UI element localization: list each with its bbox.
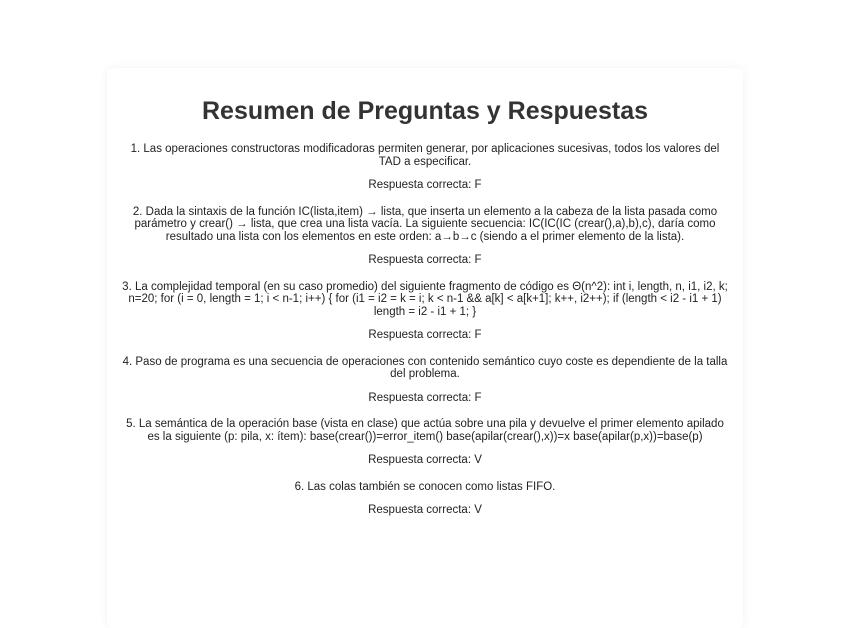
question-text: 4. Paso de programa es una secuencia de operaciones con contenido semántico cuyo coste es dependiente de la talla del problema.	[122, 355, 728, 380]
qa-item-5	[121, 418, 729, 467]
answer-text: Respuesta correcta: F	[368, 179, 482, 191]
question-text: 1. Las operaciones constructoras modificadoras permiten generar, por aplicaciones sucesivas, todos los valores del TAD a especificar.	[130, 143, 720, 168]
qa-item-3	[121, 281, 729, 342]
answer-text: Respuesta correcta: F	[368, 254, 482, 266]
answer-text: Respuesta correcta: F	[368, 391, 482, 404]
question-text: 6. Las colas también se conocen como listas FIFO.	[294, 480, 556, 493]
page-title: Resumen de Preguntas y Respuestas	[202, 97, 648, 125]
question-text: 2. Dada la sintaxis de la función IC(lista,item) → lista, que inserta un elemento a la cabeza de la lista pasada como parámetro y crear() → lista, que crea una lista vacía. La siguiente secuencia: IC(IC(IC (crear(),a),b),c), daría como resultado una lista con los elementos en este orden: a→b→c (siendo a el primer elemento de la lista).	[132, 205, 718, 243]
summary-card	[107, 68, 743, 628]
question-text: 3. La complejidad temporal (en su caso promedio) del siguiente fragmento de código es Θ(n^2): int i, length, n, i1, i2, k; n=20; for (i = 0, length = 1; i < n-1; i++) { for (i1 = i2 = k = i; k < n-1 && a[k] < a[k+1]; k++, i2++); if (length < i2 - i1 + 1) length = i2 - i1 + 1; }	[122, 280, 728, 318]
qa-item-1	[121, 143, 729, 192]
answer-text: Respuesta correcta: F	[368, 329, 482, 341]
qa-item-4	[121, 356, 729, 405]
qa-item-2	[121, 206, 729, 267]
answer-text: Respuesta correcta: V	[368, 504, 482, 516]
answer-text: Respuesta correcta: V	[368, 454, 482, 466]
question-text: 5. La semántica de la operación base (vista en clase) que actúa sobre una pila y devuelve el primer elemento apilado es la siguiente (p: pila, x: ítem): base(crear())=error_item() base(apilar(crear(),x))=x base(apilar(p,x))=base(p)	[126, 418, 724, 443]
qa-item-6	[121, 481, 729, 517]
